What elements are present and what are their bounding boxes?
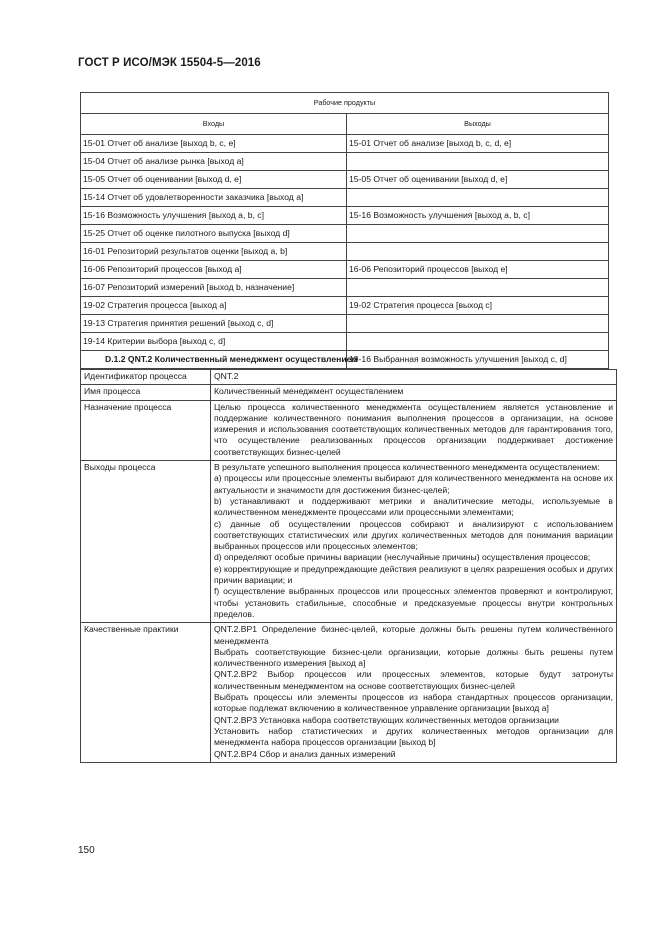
output-work-product — [347, 243, 609, 261]
process-id-value: QNT.2 — [211, 370, 617, 385]
table-row — [81, 153, 609, 171]
input-work-product: 19-02 Стратегия процесса [выход a] — [81, 297, 347, 315]
process-outcomes — [211, 461, 617, 623]
practice-item: QNT.2.BP3 Установка набора соответствующих количественных методов организации — [214, 714, 559, 725]
page-number: 150 — [78, 845, 95, 856]
table-row — [81, 623, 617, 763]
practice-item: Выбрать процессы или элементы процессов из набора стандартных процессов организации, которые подлежат включению в количественное управление организации [выход a] — [214, 692, 613, 714]
output-work-product — [347, 189, 609, 207]
output-work-product — [347, 225, 609, 243]
work-products-caption: Рабочие продукты — [81, 93, 609, 114]
practice-item: QNT.2.BP4 Сбор и анализ данных измерений — [214, 748, 396, 759]
work-products-table — [80, 92, 609, 369]
input-work-product: 19-14 Критерии выбора [выход c, d] — [81, 333, 347, 351]
outcomes-intro: В результате успешного выполнения процесса количественного менеджмента осуществлением: — [214, 462, 600, 473]
practice-item: Выбрать соответствующие бизнес-цели организации, которые должны быть решены путем количественного измерения [выход a] — [214, 646, 613, 669]
input-work-product: 19-13 Стратегия принятия решений [выход c, d] — [81, 315, 347, 333]
outcome-item: d) определяют особые причины вариации (неслучайные причины) осуществления процессов; — [214, 552, 591, 563]
process-id-label: Идентификатор процесса — [81, 370, 211, 385]
outcome-item: f) осуществление выбранных процессов или процессных элементов проверяют и контролируют, чтобы установить стабильные, способные и предсказуемые процессы внутри контрольных пределов. — [214, 586, 613, 619]
output-work-product: 19-02 Стратегия процесса [выход c] — [347, 297, 609, 315]
outcome-item: b) устанавливают и поддерживают метрики и аналитические методы, используемые в количественном менеджменте процессами или процессными элементами; — [214, 495, 613, 518]
table-row — [81, 189, 609, 207]
practice-item: QNT.2.BP2 Выбор процессов или процессных элементов, которые будут затронуты количественным менеджментом на основе соответствующих бизнес-целей — [214, 669, 613, 691]
table-row — [81, 333, 609, 351]
table-row — [81, 261, 609, 279]
table-row — [81, 315, 609, 333]
table-row — [81, 135, 609, 153]
input-work-product: 16-01 Репозиторий результатов оценки [выход a, b] — [81, 243, 347, 261]
table-row — [81, 207, 609, 225]
column-header-outputs: Выходы — [347, 114, 609, 135]
process-purpose-text: Целью процесса количественного менеджмента осуществлением является установление и поддержание количественного понимания выполнения процессов в организации, на основе измерения и использования соответствующих количественных методов для гарантирования того, что осуществление реализованных процессов организации поддерживает достижение соответствующих бизнес-целей — [211, 400, 617, 460]
output-work-product: 16-06 Репозиторий процессов [выход e] — [347, 261, 609, 279]
output-work-product — [347, 333, 609, 351]
process-description-table — [80, 369, 617, 763]
outcomes-list — [214, 473, 613, 620]
column-header-inputs: Входы — [81, 114, 347, 135]
output-work-product — [347, 315, 609, 333]
outcome-item: a) процессы или процессные элементы выбирают для количественного менеджмента на основе их актуальности и значимости для достижения бизнес-целей; — [214, 473, 613, 495]
input-work-product: 15-01 Отчет об анализе [выход b, c, e] — [81, 135, 347, 153]
table-row — [81, 370, 617, 385]
document-header: ГОСТ Р ИСО/МЭК 15504-5—2016 — [78, 57, 261, 69]
table-row — [81, 385, 617, 400]
practice-item: Установить набор статистических и других количественных методов организации для менеджмента набора процессов организации [выход b] — [214, 725, 613, 748]
input-work-product: 16-06 Репозиторий процессов [выход a] — [81, 261, 347, 279]
input-work-product: 15-04 Отчет об анализе рынка [выход a] — [81, 153, 347, 171]
table-row — [81, 243, 609, 261]
practice-item: QNT.2.BP1 Определение бизнес-целей, которые должны быть решены путем количественного менеджмента — [214, 624, 613, 646]
process-purpose-label: Назначение процесса — [81, 400, 211, 460]
process-practices-label: Качественные практики — [81, 623, 211, 763]
output-work-product: 15-01 Отчет об анализе [выход b, c, d, e] — [347, 135, 609, 153]
process-name-value: Количественный менеджмент осуществлением — [211, 385, 617, 400]
input-work-product: 15-05 Отчет об оценивании [выход d, e] — [81, 171, 347, 189]
output-work-product: 15-16 Возможность улучшения [выход a, b, c] — [347, 207, 609, 225]
output-work-product — [347, 153, 609, 171]
table-row — [81, 171, 609, 189]
input-work-product: 15-16 Возможность улучшения [выход a, b, c] — [81, 207, 347, 225]
input-work-product: 15-14 Отчет об удовлетворенности заказчика [выход a] — [81, 189, 347, 207]
table-row — [81, 297, 609, 315]
process-outcomes-label: Выходы процесса — [81, 461, 211, 623]
table-caption-row — [81, 93, 609, 114]
input-work-product: 16-07 Репозиторий измерений [выход b, назначение] — [81, 279, 347, 297]
outcome-item: c) данные об осуществлении процессов собирают и анализируют с использованием соответствующих статистических или других количественных методов для понимания вариации выбранных процессов или процессных элементов; — [214, 518, 613, 552]
process-practices — [211, 623, 617, 763]
output-work-product: 15-05 Отчет об оценивании [выход d, e] — [347, 171, 609, 189]
section-heading: D.1.2 QNT.2 Количественный менеджмент осуществлением — [105, 354, 358, 364]
output-work-product — [347, 279, 609, 297]
table-row — [81, 279, 609, 297]
output-work-product: 19-16 Выбранная возможность улучшения [выход c, d] — [347, 351, 609, 369]
table-row — [81, 461, 617, 623]
outcome-item: e) корректирующие и предупреждающие действия реализуют в целях разрешения особых и других причин вариации; и — [214, 563, 613, 586]
input-work-product: 15-25 Отчет об оценке пилотного выпуска [выход d] — [81, 225, 347, 243]
table-row — [81, 225, 609, 243]
table-row — [81, 400, 617, 460]
table-header-row — [81, 114, 609, 135]
process-name-label: Имя процесса — [81, 385, 211, 400]
